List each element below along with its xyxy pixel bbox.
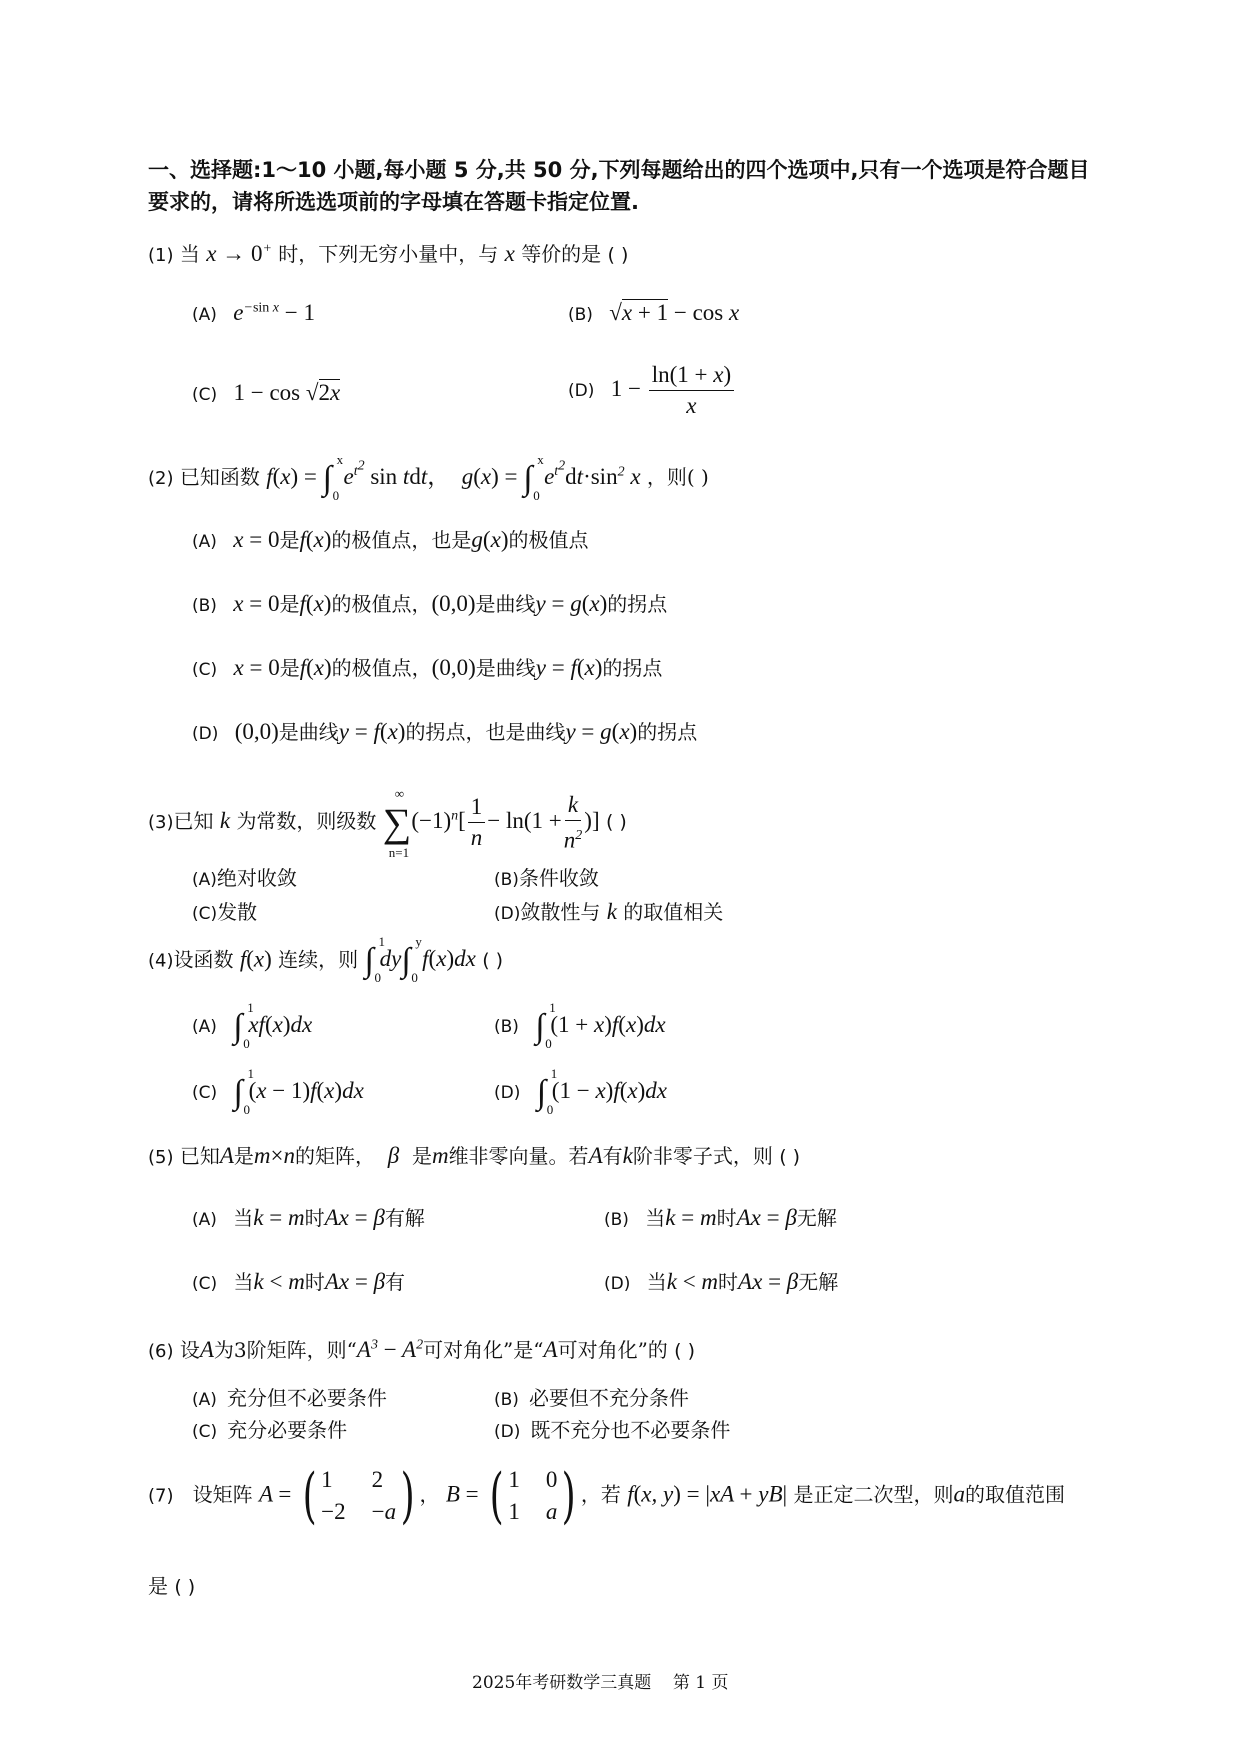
q2-option-c[interactable]: (C) x = 0是f(x)的极值点，(0,0)是曲线y = f(x)的拐点	[192, 655, 663, 680]
q1-option-c[interactable]: (C) 1 − cos √2x	[192, 380, 341, 405]
q3-option-d[interactable]: (D)敛散性与 k 的取值相关	[494, 899, 724, 924]
q6-option-d[interactable]: (D) 既不充分也不必要条件	[494, 1418, 731, 1442]
q5-option-c[interactable]: (C) 当k < m时Ax = β有	[192, 1269, 406, 1294]
q6-option-c[interactable]: (C) 充分必要条件	[192, 1418, 348, 1442]
page-footer	[472, 1668, 729, 1693]
footer-title: 2025年考研数学三真题	[472, 1673, 652, 1693]
q4-option-a[interactable]: (A) ∫ 1 0 xf(x)dx	[192, 1000, 313, 1051]
q5-option-d[interactable]: (D) 当k < m时Ax = β无解	[604, 1269, 839, 1294]
page-number: 第 1 页	[672, 1673, 729, 1693]
q6-option-b[interactable]: (B) 必要但不充分条件	[494, 1386, 689, 1410]
question-7-stem-line2: 是 ( )	[148, 1574, 196, 1598]
q5-option-b[interactable]: (B) 当k = m时Ax = β无解	[604, 1205, 837, 1230]
q2-option-d[interactable]: (D) (0,0)是曲线y = f(x)的拐点，也是曲线y = g(x)的拐点	[192, 719, 698, 744]
q3-option-c[interactable]: (C)发散	[192, 900, 258, 924]
q2-option-a[interactable]: (A) x = 0是f(x)的极值点，也是g(x)的极值点	[192, 527, 589, 552]
question-4-stem: (4)设函数 f(x) 连续，则 ∫ 1 0 dy∫ y 0 f(x)dx ( )	[148, 934, 504, 985]
matrix-b: ( 1 0 1 a )	[489, 1461, 577, 1531]
question-1-stem: (1) 当 x → 0+ 时，下列无穷小量中，与 x 等价的是 ( )	[148, 241, 629, 266]
q1-option-b[interactable]: (B) √x + 1 − cos x	[568, 300, 740, 325]
question-7-stem: (7) 设矩阵 A = ( 1 2 −2 −a ) ， B = ( 1 0 1 a ) ，若 f(x, y) = |xA + yB| 是正定二次型，则a的取值范围	[148, 1461, 1065, 1531]
q2-option-b[interactable]: (B) x = 0是f(x)的极值点，(0,0)是曲线y = g(x)的拐点	[192, 591, 668, 616]
q5-option-a[interactable]: (A) 当k = m时Ax = β有解	[192, 1205, 425, 1230]
q6-option-a[interactable]: (A) 充分但不必要条件	[192, 1386, 387, 1410]
q4-option-b[interactable]: (B) ∫ 1 0 (1 + x)f(x)dx	[494, 1000, 666, 1051]
q3-option-b[interactable]: (B)条件收敛	[494, 866, 599, 890]
question-2-stem: (2) 已知函数 f(x) = ∫ x 0 $e^{t^2}$ sin tdt， g(x) = ∫ x 0 $e^{t^2}dt\cdot\sin^2$ x ，则( )	[148, 451, 709, 503]
q1-option-a[interactable]: (A) $e^{-sin x} - 1$	[192, 300, 315, 325]
q1-option-d[interactable]: (D) 1 − $\frac{\ln(1 + x)}{x}$	[568, 360, 736, 421]
question-3-stem: (3)已知 k 为常数，则级数 ∑ ∞ n=1 $(-1)^n$[ $\frac{1}{n}$ − ln(1 + $\frac{k}{n^2}$ )] ( )	[148, 785, 627, 860]
q4-option-c[interactable]: (C) ∫ 1 0 (x − 1)f(x)dx	[192, 1066, 364, 1117]
q3-option-a[interactable]: (A)绝对收敛	[192, 866, 297, 890]
section-title-line2: 要求的，请将所选选项前的字母填在答题卡指定位置.	[148, 190, 639, 214]
section-title-line1: 一、选择题:1～10 小题,每小题 5 分,共 50 分,下列每题给出的四个选项中,只有一个选项是符合题目	[148, 158, 1090, 182]
question-5-stem: (5) 已知A是m×n的矩阵， β 是m维非零向量。若A有k阶非零子式，则 ( )	[148, 1143, 801, 1168]
matrix-a: ( 1 2 −2 −a )	[302, 1461, 415, 1531]
question-6-stem: (6) 设A为3阶矩阵，则“$A^3 - A^2$可对角化”是“A可对角化”的 ( )	[148, 1337, 696, 1362]
q4-option-d[interactable]: (D) ∫ 1 0 (1 − x)f(x)dx	[494, 1066, 667, 1117]
